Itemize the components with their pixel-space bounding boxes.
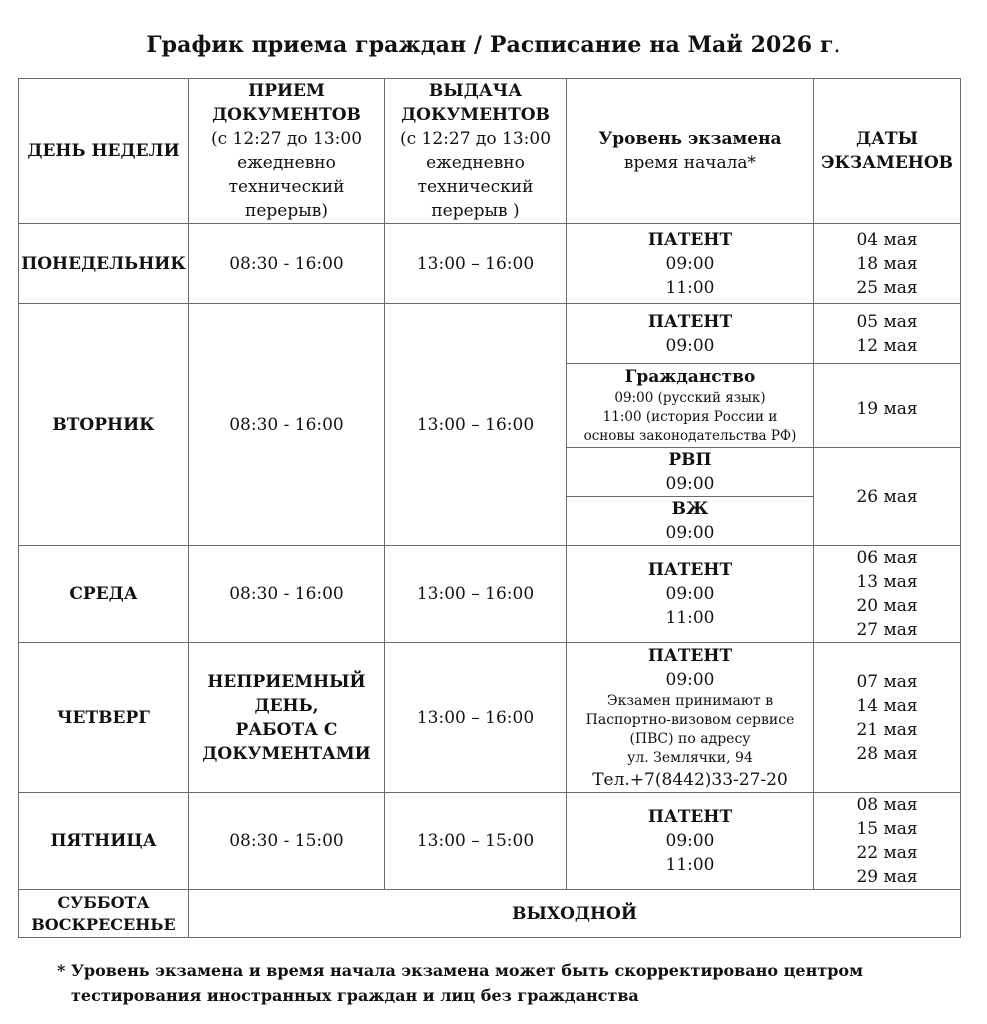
issue-monday: 13:00 – 16:00 [385,224,567,304]
footnote-line-2: тестирования иностранных граждан и лиц без гражданства [71,986,639,1005]
day-wednesday: СРЕДА [19,546,189,643]
day-weekend: СУББОТА ВОСКРЕСЕНЬЕ [19,890,189,938]
intake-monday: 08:30 - 16:00 [189,224,385,304]
issue-friday: 13:00 – 15:00 [385,793,567,890]
row-thursday [19,643,961,793]
intake-tuesday: 08:30 - 16:00 [189,304,385,546]
row-friday [19,793,961,890]
exam-tuesday-vzh: ВЖ 09:00 [567,497,814,546]
header-issue: ВЫДАЧА ДОКУМЕНТОВ (с 12:27 до 13:00 ежедневно технический перерыв ) [385,79,567,224]
day-friday: ПЯТНИЦА [19,793,189,890]
page-title [0,32,987,58]
day-thursday: ЧЕТВЕРГ [19,643,189,793]
exam-tuesday-citizenship: Гражданство 09:00 (русский язык) 11:00 (история России и основы законодательства РФ) [567,364,814,448]
header-day: ДЕНЬ НЕДЕЛИ [19,79,189,224]
intake-thursday: НЕПРИЕМНЫЙ ДЕНЬ, РАБОТА С ДОКУМЕНТАМИ [189,643,385,793]
row-tuesday-patent [19,304,961,364]
title-suffix: . [833,33,841,58]
exam-tuesday-rvp: РВП 09:00 [567,448,814,497]
dates-tuesday-patent: 05 мая 12 мая [814,304,961,364]
title-text: График приема граждан / Расписание на Май 2026 г [146,32,834,58]
dates-tuesday-rvp-vzh: 26 мая [814,448,961,546]
day-tuesday: ВТОРНИК [19,304,189,546]
day-monday: ПОНЕДЕЛЬНИК [19,224,189,304]
exam-friday: ПАТЕНТ 09:00 11:00 [567,793,814,890]
dates-tuesday-citizenship: 19 мая [814,364,961,448]
issue-tuesday: 13:00 – 16:00 [385,304,567,546]
schedule-table [18,78,961,938]
footnote-line-1: * Уровень экзамена и время начала экзамена может быть скорректировано центром [57,961,863,980]
issue-thursday: 13:00 – 16:00 [385,643,567,793]
header-exam-dates: ДАТЫ ЭКЗАМЕНОВ [814,79,961,224]
issue-wednesday: 13:00 – 16:00 [385,546,567,643]
exam-tuesday-patent: ПАТЕНТ 09:00 [567,304,814,364]
header-row [19,79,961,224]
weekend-status: ВЫХОДНОЙ [189,890,961,938]
header-exam-level: Уровень экзамена время начала* [567,79,814,224]
exam-thursday: ПАТЕНТ 09:00 Экзамен принимают в Паспортно-визовом сервисе (ПВС) по адресу ул. Землячки, 94 Тел.+7(8442)33-27-20 [567,643,814,793]
exam-monday: ПАТЕНТ 09:00 11:00 [567,224,814,304]
header-intake: ПРИЕМ ДОКУМЕНТОВ (с 12:27 до 13:00 ежедневно технический перерыв) [189,79,385,224]
row-wednesday [19,546,961,643]
intake-wednesday: 08:30 - 16:00 [189,546,385,643]
intake-friday: 08:30 - 15:00 [189,793,385,890]
dates-thursday: 07 мая 14 мая 21 мая 28 мая [814,643,961,793]
exam-wednesday: ПАТЕНТ 09:00 11:00 [567,546,814,643]
row-weekend [19,890,961,938]
row-monday [19,224,961,304]
dates-wednesday: 06 мая 13 мая 20 мая 27 мая [814,546,961,643]
footnote [57,958,947,1008]
dates-monday: 04 мая 18 мая 25 мая [814,224,961,304]
dates-friday: 08 мая 15 мая 22 мая 29 мая [814,793,961,890]
